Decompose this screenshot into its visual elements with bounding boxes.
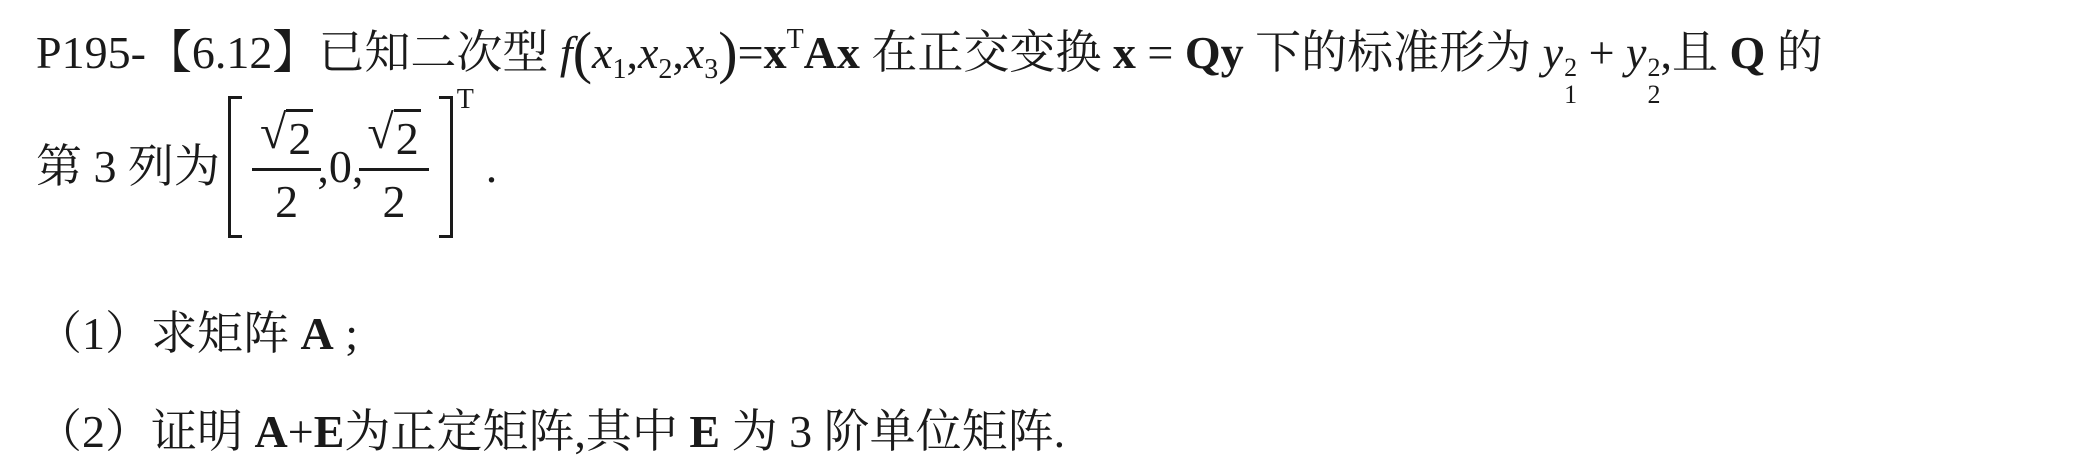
right-bracket: [439, 96, 453, 238]
matrix-Qy: Qy: [1184, 27, 1244, 78]
transpose-sup: T: [786, 24, 804, 55]
and-text: ,且: [1660, 27, 1718, 78]
problem-number: 6.12: [191, 27, 273, 78]
part-2-matrix-E: E: [313, 406, 345, 457]
sqrt-2-b: [367, 106, 420, 164]
var-y2-indices: [1647, 54, 1660, 109]
radical-sign-b: √: [367, 106, 394, 159]
var-x3: x: [683, 27, 705, 78]
fraction-sqrt2-over-2-b: [363, 106, 424, 227]
var-x3-sub: 3: [704, 54, 719, 85]
function-f: f: [559, 27, 573, 78]
radicand-a: 2: [286, 109, 313, 162]
var-y2-sub: 2: [1647, 80, 1661, 110]
problem-statement-line-2: [36, 84, 498, 242]
period: .: [485, 141, 498, 192]
vec-comma-1: ,: [317, 141, 329, 192]
part-2-label: （2）: [36, 406, 151, 457]
matrix-Q: Q: [1729, 27, 1766, 78]
part-2-plus: +: [287, 406, 314, 457]
radical-sign-a: √: [260, 106, 287, 159]
vector-x-2: x: [1112, 27, 1136, 78]
part-2-identity-text: 为 3 阶单位矩阵.: [731, 406, 1066, 457]
denominator-b: 2: [359, 168, 428, 225]
var-y1-indices: [1564, 54, 1577, 109]
standard-form-text: 下的标准形为: [1255, 27, 1532, 78]
part-1: [36, 308, 359, 359]
column-text: 第 3 列为: [36, 141, 220, 192]
var-y1-sup: 2: [1564, 53, 1578, 82]
var-y1-sub: 1: [1564, 80, 1578, 110]
matrix-Ax: Ax: [803, 27, 860, 78]
part-1-text: 求矩阵: [151, 308, 289, 359]
of-text: 的: [1776, 27, 1823, 78]
part-1-label: （1）: [36, 308, 151, 359]
comma-1: ,: [626, 27, 638, 78]
problem-number-open: 【: [145, 27, 192, 78]
var-x1-sub: 1: [612, 54, 627, 85]
vec-comma-2: ,: [351, 141, 364, 192]
equals-1: =: [737, 27, 764, 78]
vec-zero: 0: [328, 141, 352, 192]
var-y2: y: [1626, 27, 1647, 78]
vector-transpose: T: [456, 84, 474, 115]
var-x2-sub: 2: [658, 54, 673, 85]
var-x2: x: [637, 27, 659, 78]
transform-text: 在正交变换: [871, 27, 1102, 78]
paren-open: (: [572, 20, 593, 85]
var-y1: y: [1542, 27, 1564, 78]
denominator-a: 2: [252, 168, 321, 225]
radicand-b: 2: [394, 109, 421, 162]
comma-2: ,: [672, 27, 684, 78]
part-2-matrix-E-2: E: [689, 406, 721, 457]
vector-x: x: [763, 27, 787, 78]
column-vector: [256, 106, 425, 227]
problem-number-close: 】: [272, 27, 319, 78]
var-y2-sup: 2: [1647, 53, 1661, 82]
part-2-positive-definite-text: 为正定矩阵,其中: [344, 406, 678, 457]
part-2-prove-text: 证明: [151, 406, 243, 457]
part-1-end: ;: [345, 308, 359, 359]
equals-2: =: [1147, 27, 1174, 78]
plus-sign: +: [1588, 27, 1615, 78]
part-2-matrix-A: A: [254, 406, 288, 457]
paren-close: ): [718, 20, 738, 85]
left-bracket: [228, 96, 242, 238]
part-1-matrix-A: A: [300, 308, 334, 359]
sqrt-2-a: [260, 106, 313, 164]
var-x1: x: [592, 27, 613, 78]
intro-text: 已知二次型: [318, 27, 549, 78]
problem-ref: P195-: [36, 27, 146, 78]
fraction-sqrt2-over-2-a: [256, 106, 317, 227]
part-2: [36, 406, 1066, 457]
